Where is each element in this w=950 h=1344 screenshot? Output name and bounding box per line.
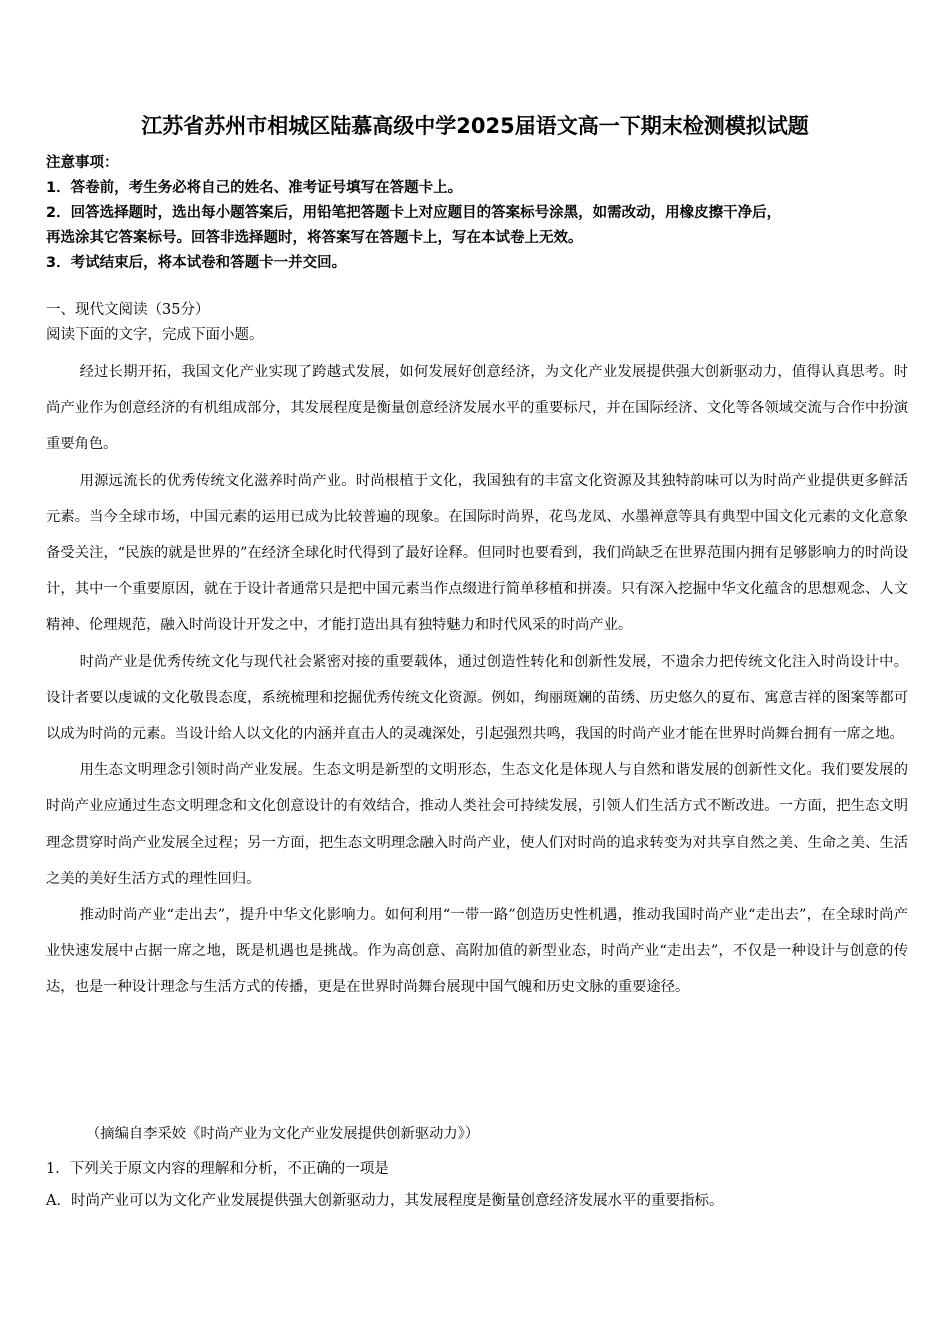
notice-item: 再选涂其它答案标号。回答非选择题时，将答案写在答题卡上，写在本试卷上无效。 [46, 230, 583, 246]
reading-section-header [46, 298, 906, 348]
section-heading: 一、现代文阅读（35分） [46, 302, 210, 318]
section-instruction: 阅读下面的文字，完成下面小题。 [46, 327, 264, 343]
reading-passage [46, 354, 908, 1006]
notice-item: 1．答卷前，考生务必将自己的姓名、准考证号填写在答题卡上。 [46, 180, 463, 196]
notice-block [46, 151, 906, 276]
notice-item: 3．考试结束后，将本试卷和答题卡一并交回。 [46, 255, 347, 271]
option-a: A．时尚产业可以为文化产业发展提供强大创新驱动力，其发展程度是衡量创意经济发展水平的重要指标。 [46, 1193, 724, 1209]
passage-paragraph: 用源远流长的优秀传统文化滋养时尚产业。时尚根植于文化，我国独有的丰富文化资源及其独特韵味可以为时尚产业提供更多鲜活元素。当今全球市场，中国元素的运用已成为比较普遍的现象。在国际时尚界，花鸟龙凤、水墨禅意等具有典型中国文化元素的文化意象备受关注，“民族的就是世界的”在经济全球化时代得到了最好诠释。但同时也要看到，我们尚缺乏在世界范围内拥有足够影响力的时尚设计，其中一个重要原因，就在于设计者通常只是把中国元素当作点缀进行简单移植和拼凑。只有深入挖掘中华文化蕴含的思想观念、人文精神、伦理规范，融入时尚设计开发之中，才能打造出具有独特魅力和时代风采的时尚产业。 [46, 472, 908, 634]
passage-source: （摘编自李采姣《时尚产业为文化产业发展提供创新驱动力》） [86, 1126, 480, 1142]
notice-heading: 注意事项： [46, 155, 119, 171]
passage-paragraph: 推动时尚产业“走出去”，提升中华文化影响力。如何利用“一带一路”创造历史性机遇，推动我国时尚产业“走出去”，在全球时尚产业快速发展中占据一席之地，既是机遇也是挑战。作为高创意、高附加值的新型业态，时尚产业“走出去”，不仅是一种设计与创意的传达，也是一种设计理念与生活方式的传播，更是在世界时尚舞台展现中国气魄和历史文脉的重要途径。 [46, 907, 908, 996]
passage-paragraph: 经过长期开拓，我国文化产业实现了跨越式发展，如何发展好创意经济，为文化产业发展提供强大创新驱动力，值得认真思考。时尚产业作为创意经济的有机组成部分，其发展程度是衡量创意经济发展水平的重要标尺，并在国际经济、文化等各领域交流与合作中扮演重要角色。 [46, 364, 908, 453]
question-1 [46, 1153, 906, 1217]
exam-title: 江苏省苏州市相城区陆慕高级中学2025届语文高一下期末检测模拟试题 [141, 114, 809, 138]
passage-paragraph: 时尚产业是优秀传统文化与现代社会紧密对接的重要载体，通过创造性转化和创新性发展，不遗余力把传统文化注入时尚设计中。设计者要以虔诚的文化敬畏态度，系统梳理和挖掘优秀传统文化资源。例如，绚丽斑斓的苗绣、历史悠久的夏布、寓意吉祥的图案等都可以成为时尚的元素。当设计给人以文化的内涵并直击人的灵魂深处，引起强烈共鸣，我国的时尚产业才能在世界时尚舞台拥有一席之地。 [46, 653, 908, 743]
notice-item: 2．回答选择题时，选出每小题答案后，用铅笔把答题卡上对应题目的答案标号涂黑，如需改动，用橡皮擦干净后， [46, 205, 782, 221]
passage-paragraph: 用生态文明理念引领时尚产业发展。生态文明是新型的文明形态，生态文化是体现人与自然和谐发展的创新性文化。我们要发展的时尚产业应通过生态文明理念和文化创意设计的有效结合，推动人类社会可持续发展，引领人们生活方式不断改进。一方面，把生态文明理念贯穿时尚产业发展全过程；另一方面，把生态文明理念融入时尚产业，使人们对时尚的追求转变为对共享自然之美、生命之美、生活之美的美好生活方式的理性回归。 [46, 762, 908, 887]
question-stem: 1．下列关于原文内容的理解和分析，不正确的一项是 [46, 1161, 389, 1177]
